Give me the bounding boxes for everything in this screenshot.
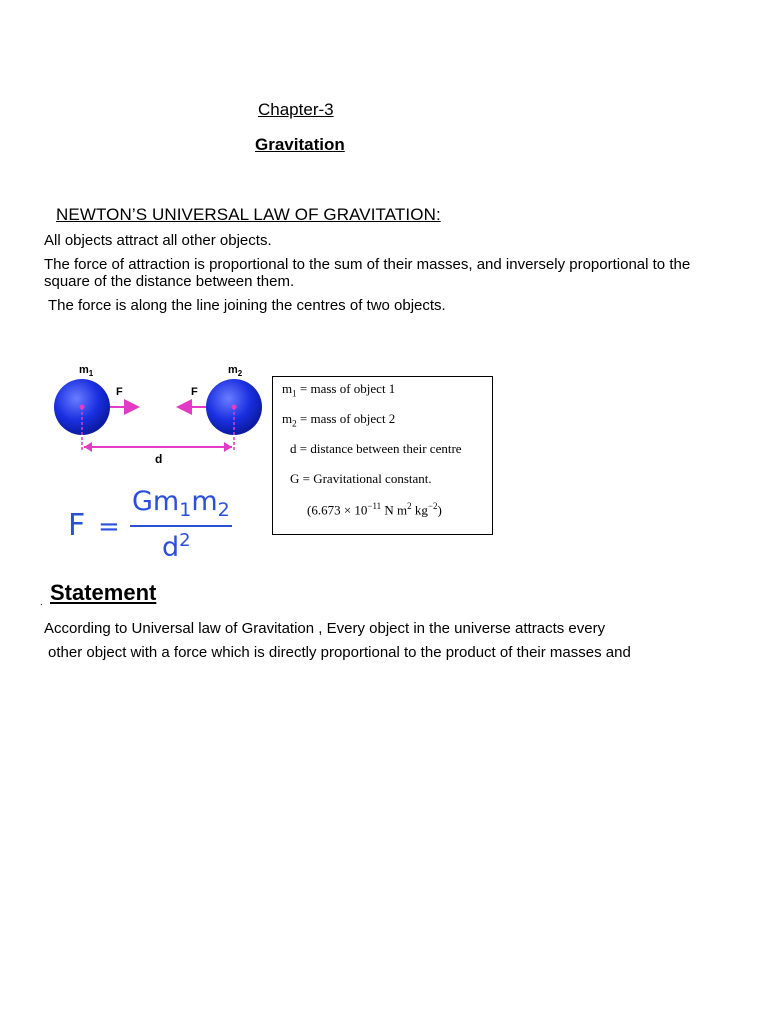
formula-numerator: $Gm_1m_2$ (132, 486, 230, 521)
paragraph-1: All objects attract all other objects. (44, 232, 272, 249)
page-title: Gravitation (255, 135, 345, 154)
legend-box (272, 376, 493, 535)
statement-line-1: According to Universal law of Gravitation , Every object in the universe attracts every (44, 620, 606, 637)
statement-heading: Statement (50, 580, 157, 605)
formula-lhs: F (68, 508, 86, 543)
force-label-1: F (116, 386, 123, 398)
paragraph-3: The force is along the line joining the centres of two objects. (48, 297, 446, 314)
distance-arrow-right (224, 442, 232, 452)
statement-line-2: other object with a force which is directly proportional to the product of their masses and (48, 644, 631, 661)
paragraph-2: The force of attraction is proportional to the sum of their masses, and inversely proportional to the square of the distance between them. (44, 256, 691, 290)
formula-equals: = (98, 512, 120, 542)
formula-denominator: $d^2$ (162, 530, 191, 563)
force-label-2: F (191, 386, 198, 398)
chapter-label: Chapter-3 (258, 100, 334, 119)
legend-m1: $m_1$ = mass of object 1 (282, 381, 396, 399)
legend-g: G = Gravitational constant. (290, 471, 432, 486)
distance-arrow-left (84, 442, 92, 452)
section-heading: NEWTON’S UNIVERSAL LAW OF GRAVITATION: (56, 205, 441, 224)
legend-constant: ($6.673 \times 10^{-11}$ N $m^2$ $kg^{-2}$) (307, 501, 442, 518)
distance-label: d (155, 452, 163, 466)
legend-m2: $m_2$ = mass of object 2 (282, 411, 396, 429)
gravitation-formula (68, 486, 232, 563)
mass1-label: $m_1$ (79, 364, 94, 378)
mass2-label: $m_2$ (228, 364, 243, 378)
bullet-dot: . (40, 597, 43, 608)
legend-d: d = distance between their centre (290, 441, 462, 456)
